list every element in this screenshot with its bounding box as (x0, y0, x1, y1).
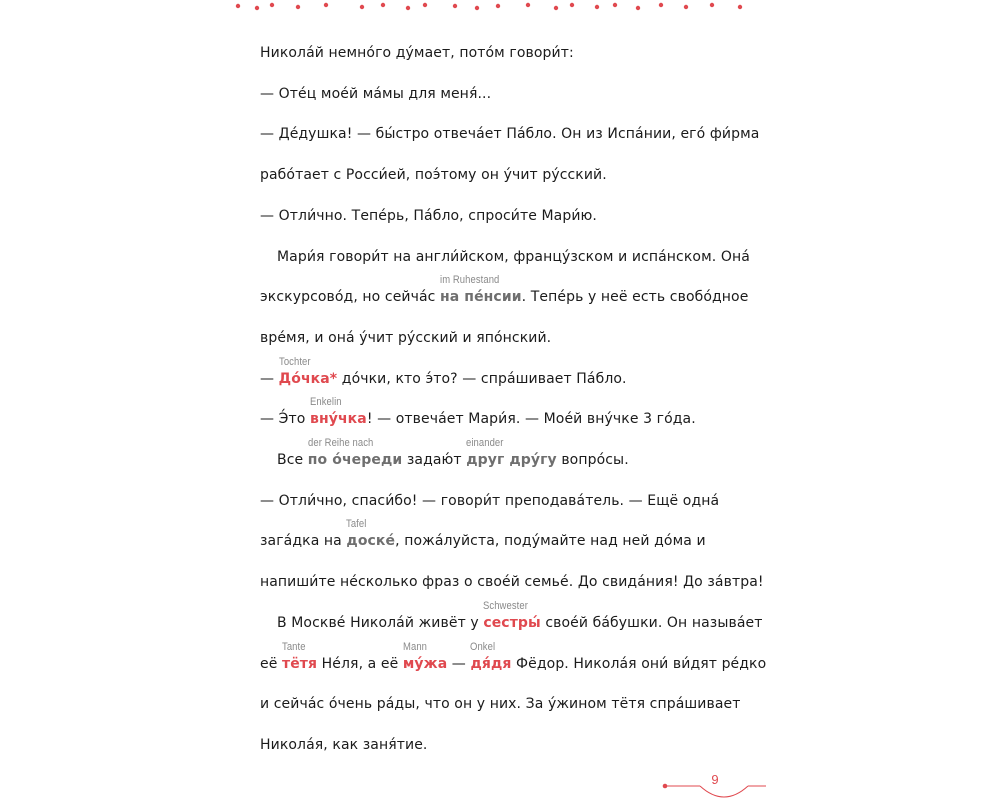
vocab-keyword-red: тётя (281, 656, 318, 672)
glossed-term (470, 641, 512, 672)
glossed-term (346, 518, 396, 549)
glossed-term (278, 356, 338, 387)
text-run: её (260, 656, 282, 672)
text-line (260, 737, 427, 753)
text-line (260, 600, 763, 631)
text-run: задаю́т (402, 452, 467, 468)
text-line (260, 45, 574, 61)
text-run: вре́мя, и она́ у́чит ру́сский и япо́нский. (260, 330, 552, 346)
text-run: — (260, 371, 279, 387)
vocab-keyword-red: вну́чка (310, 411, 367, 427)
german-gloss: Tochter (278, 356, 311, 368)
german-gloss: Tafel (346, 518, 367, 530)
decorative-dot-border (235, 0, 745, 12)
german-gloss: der Reihe nach (307, 437, 374, 449)
text-line (260, 356, 627, 387)
page-number: 9 (711, 772, 719, 787)
vocab-keyword-gray: друг дру́гу (466, 452, 557, 468)
text-run: Мари́я говори́т на англи́йском, францу́зском и испа́нском. Она́ (277, 249, 750, 265)
text-run: . Тепе́рь у неё есть свобо́дное (521, 289, 749, 305)
text-run: — Э́то (260, 411, 310, 427)
text-run: Фёдор. Никола́я они́ ви́дят ре́дко (511, 656, 767, 672)
text-run: до́чки, кто э́то? — спра́шивает Па́бло. (337, 371, 627, 387)
text-line (260, 249, 750, 265)
text-run: и сейча́с о́чень ра́ды, что он у них. За у́жином тётя спра́шивает (260, 696, 741, 712)
text-line (260, 126, 759, 142)
text-run: — Отли́чно, спаси́бо! — говори́т преподава́тель. — Ещё одна́ (260, 493, 720, 509)
text-line (260, 518, 706, 549)
vocab-keyword-gray: по о́череди (307, 452, 403, 468)
page-footer (660, 770, 770, 800)
text-line (260, 330, 551, 346)
german-gloss: im Ruhestand (440, 274, 500, 286)
text-line (260, 641, 767, 672)
text-run: — Оте́ц мое́й ма́мы для меня́... (260, 86, 492, 102)
vocab-keyword-red: сестры́ (483, 615, 541, 631)
text-line (260, 274, 749, 305)
text-run: напиши́те не́сколько фраз о свое́й семье́. До свида́ния! До за́втра! (260, 574, 764, 590)
german-gloss: Schwester (483, 600, 529, 612)
text-run: , пожа́луйста, поду́майте над ней до́ма и (395, 533, 706, 549)
glossed-term (402, 641, 448, 672)
text-run: Все (277, 452, 308, 468)
text-line (260, 574, 764, 590)
german-gloss: einander (466, 437, 504, 449)
text-run: Никола́й немно́го ду́мает, пото́м говори́т: (260, 45, 574, 61)
vocab-keyword-gray: доске́ (346, 533, 396, 549)
text-run: — (447, 656, 471, 672)
text-run: экскурсово́д, но сейча́с (260, 289, 440, 305)
vocab-keyword-gray: на пе́нсии (440, 289, 522, 305)
text-run: зага́дка на (260, 533, 347, 549)
glossed-term (281, 641, 318, 672)
glossed-term (440, 274, 522, 305)
text-run: вопро́сы. (556, 452, 629, 468)
text-run: — Де́душка! — бы́стро отвеча́ет Па́бло. Он из Испа́нии, его́ фи́рма (260, 126, 760, 142)
text-run: свое́й ба́бушки. Он называ́ет (540, 615, 763, 631)
text-run: — Отли́чно. Тепе́рь, Па́бло, спроси́те Мари́ю. (260, 208, 597, 224)
glossed-term (466, 437, 557, 468)
text-line (260, 167, 607, 183)
glossed-term (483, 600, 541, 631)
text-run: ! — отвеча́ет Мари́я. — Мое́й вну́чке 3 го́да. (366, 411, 696, 427)
text-run: В Москве́ Никола́й живёт у (277, 615, 484, 631)
text-line (260, 396, 696, 427)
german-gloss: Mann (402, 641, 427, 653)
text-line (260, 696, 741, 712)
vocab-keyword-red: До́чка* (278, 371, 338, 387)
glossed-term (307, 437, 403, 468)
german-gloss: Enkelin (310, 396, 342, 408)
vocab-keyword-red: му́жа (402, 656, 448, 672)
text-line (260, 208, 597, 224)
text-line (260, 86, 491, 102)
text-run: рабо́тает с Росси́ей, поэ́тому он у́чит ру́сский. (260, 167, 607, 183)
german-gloss: Onkel (470, 641, 496, 653)
text-run: Не́ля, а её (317, 656, 403, 672)
text-line (260, 493, 719, 509)
german-gloss: Tante (281, 641, 306, 653)
text-run: Никола́я, как заня́тие. (260, 737, 428, 753)
vocab-keyword-red: дя́дя (470, 656, 512, 672)
glossed-term (310, 396, 367, 427)
text-line (260, 437, 629, 468)
